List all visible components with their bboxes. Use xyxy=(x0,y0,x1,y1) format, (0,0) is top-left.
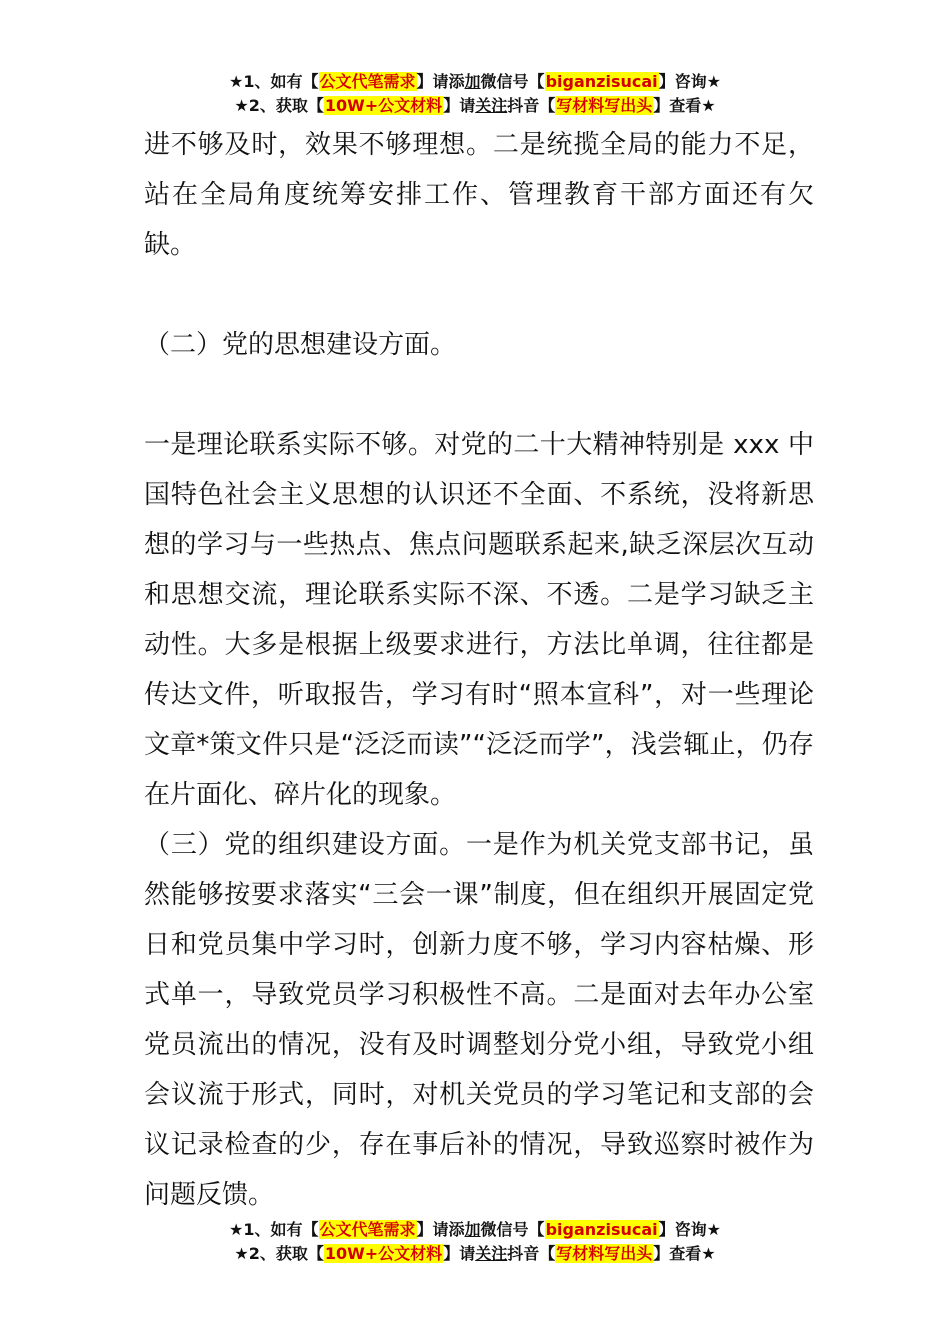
highlight-writing-service: 公文代笔需求 xyxy=(319,1220,416,1239)
highlight-douyin: 写材料写出头 xyxy=(556,1244,653,1263)
spacer xyxy=(144,270,814,320)
footer-banner xyxy=(0,1218,950,1266)
highlight-materials: 10W+公文材料 xyxy=(324,1244,443,1263)
banner-line-1: ★1、如有【公文代笔需求】请添加微信号【biganzisucai】咨询★ xyxy=(229,1220,721,1239)
highlight-wechat-id: biganzisucai xyxy=(545,1220,658,1239)
document-body xyxy=(144,120,814,1220)
highlight-wechat-id: biganzisucai xyxy=(545,72,658,91)
paragraph-continuation: 进不够及时，效果不够理想。二是统揽全局的能力不足，站在全局角度统筹安排工作、管理教育干部方面还有欠缺。 xyxy=(144,130,814,260)
banner-line-1: ★1、如有【公文代笔需求】请添加微信号【biganzisucai】咨询★ xyxy=(229,72,721,91)
banner-line-2: ★2、获取【10W+公文材料】请关注抖音【写材料写出头】查看★ xyxy=(234,1244,716,1263)
paragraph-ideology: 一是理论联系实际不够。对党的二十大精神特别是 xxx 中国特色社会主义思想的认识还不全面、不系统，没将新思想的学习与一些热点、焦点问题联系起来,缺乏深层次互动和思想交流，理论联系实际不深、不透。二是学习缺乏主动性。大多是根据上级要求进行，方法比单调，往往都是传达文件，听取报告，学习有时“照本宣科”，对一些理论文章*策文件只是“泛泛而读”“泛泛而学”，浅尝辄止，仍存在片面化、碎片化的现象。 xyxy=(144,430,814,810)
highlight-materials: 10W+公文材料 xyxy=(324,96,443,115)
spacer xyxy=(144,370,814,420)
paragraph-organization: （三）党的组织建设方面。一是作为机关党支部书记，虽然能够按要求落实“三会一课”制度，但在组织开展固定党日和党员集中学习时，创新力度不够，学习内容枯燥、形式单一，导致党员学习积极性不高。二是面对去年办公室党员流出的情况，没有及时调整划分党小组，导致党小组会议流于形式，同时，对机关党员的学习笔记和支部的会议记录检查的少，存在事后补的情况，导致巡察时被作为问题反馈。 xyxy=(144,830,814,1210)
header-banner xyxy=(0,70,950,118)
highlight-douyin: 写材料写出头 xyxy=(556,96,653,115)
highlight-writing-service: 公文代笔需求 xyxy=(319,72,416,91)
section-heading-2: （二）党的思想建设方面。 xyxy=(144,330,457,360)
banner-line-2: ★2、获取【10W+公文材料】请关注抖音【写材料写出头】查看★ xyxy=(234,96,716,115)
